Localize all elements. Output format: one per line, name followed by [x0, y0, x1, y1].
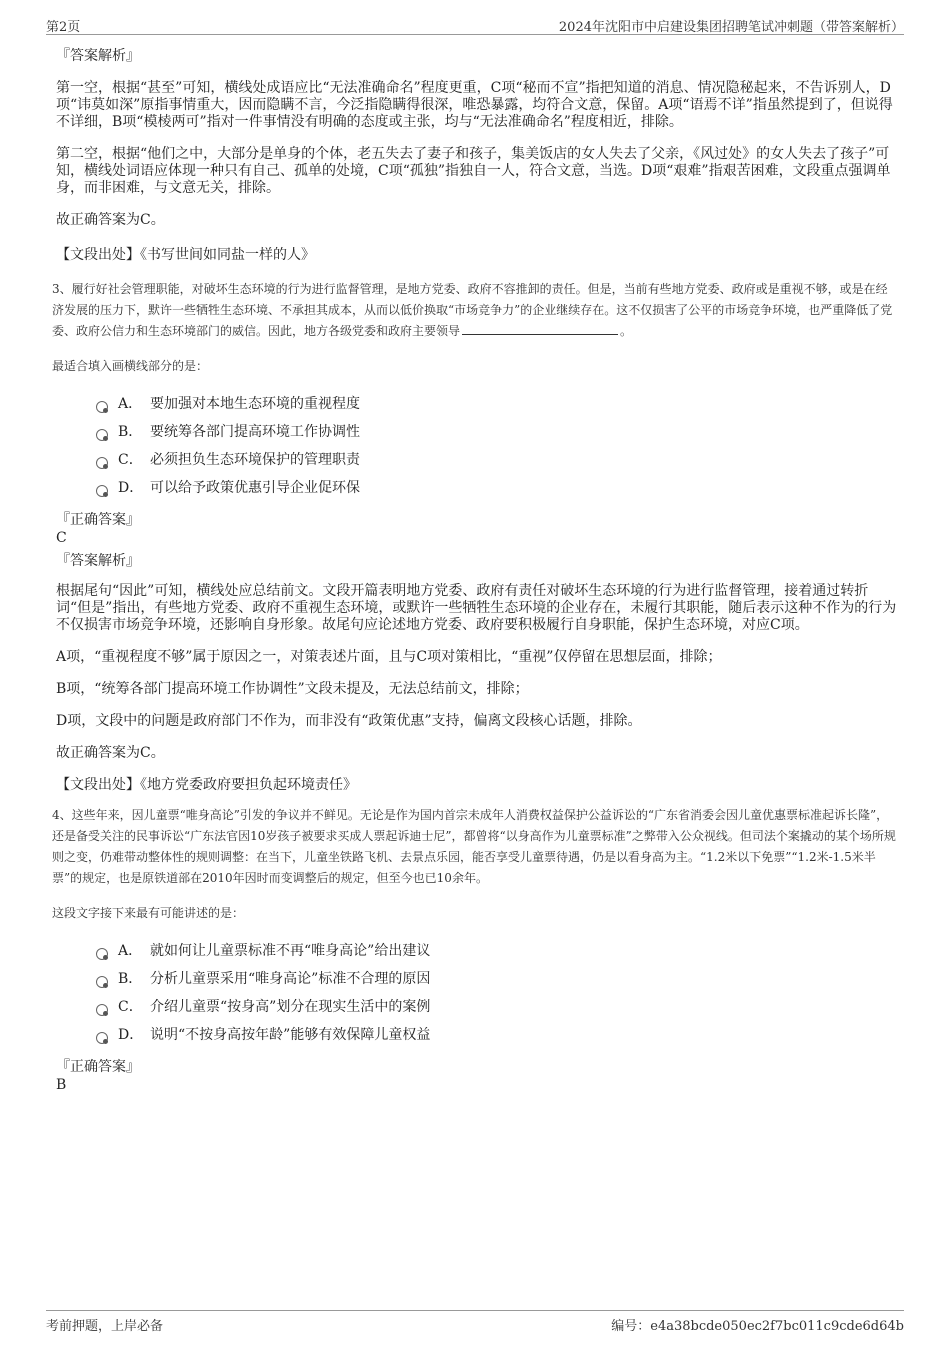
q4-prompt: 这段文字接下来最有可能讲述的是： — [52, 906, 245, 920]
q3-analysis-p2: A项，“重视程度不够”属于原因之一，对策表述片面，且与C项对策相比，“重视”仅停留在思想层面，排除； — [56, 649, 722, 665]
q3-analysis-p4: D项，文段中的问题是政府部门不作为，而非没有“政策优惠”支持，偏离文段核心话题，排除。 — [56, 713, 642, 729]
option-letter: A． — [118, 396, 143, 412]
q2-analysis-label: 『答案解析』 — [56, 48, 140, 64]
q4-option-b[interactable] — [96, 965, 898, 993]
option-letter: C． — [118, 999, 143, 1015]
q2-source: 【文段出处】《书写世间如同盐一样的人》 — [56, 247, 315, 263]
q3-question-body: 3、履行好社会管理职能，对破坏生态环境的行为进行监督管理，是地方党委、政府不容推卸的责任。但是，当前有些地方党委、政府或是重视不够，或是在经济发展的压力下，默许一些牺牲生态环境、不承担其成本，从而以低价换取“市场竞争力”的企业继续存在。这不仅损害了公平的市场竞争环境，也严重降低了党委、政府公信力和生态环境部门的威信。因此，地方各级党委和政府主要领导 — [52, 282, 893, 338]
q3-option-d[interactable] — [96, 474, 898, 502]
document-body — [52, 46, 898, 1094]
footer-slogan: 考前押题，上岸必备 — [46, 1319, 164, 1334]
option-text: 分析儿童票采用“唯身高论”标准不合理的原因 — [150, 971, 431, 987]
document-id: 编号：e4a38bcde050ec2f7bc011c9cde6d64b — [611, 1319, 904, 1334]
option-letter: A． — [118, 943, 143, 959]
option-letter: D． — [118, 480, 144, 496]
q4-answer: B — [56, 1077, 67, 1093]
q4-question-text: 4、这些年来，因儿童票“唯身高论”引发的争议并不鲜见。无论是作为国内首宗未成年人消费权益保护公益诉讼的“广东省消委会因儿童优惠票标准起诉长隆”，还是备受关注的民事诉讼“广东法官因10岁孩子被要求买成人票起诉迪士尼”，都曾将“以身高作为儿童票标准”之弊带入公众视线。但司法个案撬动的某个场所规则之变，仍难带动整体性的规则调整：在当下，儿童坐铁路飞机、去景点乐园，能否享受儿童票待遇，仍是以看身高为主。“1.2米以下免票”“1.2米-1.5米半票”的规定，也是原铁道部在2010年因时而变调整后的规定，但至今也已10余年。 — [52, 808, 896, 885]
document-title: 2024年沈阳市中启建设集团招聘笔试冲刺题（带答案解析） — [558, 20, 904, 35]
radio-icon[interactable] — [96, 948, 108, 960]
q3-answer: C — [56, 530, 67, 546]
radio-icon[interactable] — [96, 1004, 108, 1016]
option-text: 可以给予政策优惠引导企业促环保 — [150, 480, 360, 496]
radio-icon[interactable] — [96, 485, 108, 497]
page-number: 第2页 — [46, 20, 81, 35]
radio-icon[interactable] — [96, 429, 108, 441]
q4-answer-label: 『正确答案』 — [56, 1059, 140, 1075]
q2-conclusion: 故正确答案为C。 — [56, 212, 165, 228]
q3-option-b[interactable] — [96, 418, 898, 446]
option-text: 要加强对本地生态环境的重视程度 — [150, 396, 360, 412]
radio-icon[interactable] — [96, 1032, 108, 1044]
q2-analysis-p2: 第二空，根据“他们之中，大部分是单身的个体，老五失去了妻子和孩子，集美饭店的女人失去了父亲，《风过处》的女人失去了孩子”可知，横线处词语应体现一种只有自己、孤单的处境，C项“孤独”指独自一人，符合文意，当选。D项“艰难”指艰苦困难，文段重点强调单身，而非困难，与文意无关，排除。 — [56, 146, 891, 196]
q3-options — [96, 390, 898, 502]
q3-conclusion: 故正确答案为C。 — [56, 745, 165, 761]
q3-option-c[interactable] — [96, 446, 898, 474]
option-letter: C． — [118, 452, 143, 468]
option-text: 说明“不按身高按年龄”能够有效保障儿童权益 — [150, 1027, 431, 1043]
q4-option-c[interactable] — [96, 993, 898, 1021]
option-letter: B． — [118, 971, 143, 987]
q3-analysis-p1: 根据尾句“因此”可知，横线处应总结前文。文段开篇表明地方党委、政府有责任对破坏生态环境的行为进行监督管理，接着通过转折词“但是”指出，有些地方党委、政府不重视生态环境，或默许一些牺牲生态环境的企业存在，未履行其职能，随后表示这种不作为的行为不仅损害市场竞争环境，还影响自身形象。故尾句应论述地方党委、政府要积极履行自身职能，保护生态环境，对应C项。 — [56, 583, 897, 633]
option-text: 要统筹各部门提高环境工作协调性 — [150, 424, 360, 440]
option-text: 就如何让儿童票标准不再“唯身高论”给出建议 — [150, 943, 431, 959]
q3-answer-label: 『正确答案』 — [56, 512, 140, 528]
option-letter: D． — [118, 1027, 144, 1043]
option-text: 必须担负生态环境保护的管理职责 — [150, 452, 360, 468]
q3-blank-end: 。 — [620, 324, 633, 338]
q2-analysis-p1: 第一空，根据“甚至”可知，横线处成语应比“无法准确命名”程度更重，C项“秘而不宣”指把知道的消息、情况隐秘起来，不告诉别人，D项“讳莫如深”原指事情重大，因而隐瞒不言，今泛指隐瞒得很深，唯恐暴露，均符合文意，保留。A项“语焉不详”指虽然提到了，但说得不详细，B项“模棱两可”指对一件事情没有明确的态度或主张，均与“无法准确命名”程度相近，排除。 — [56, 80, 893, 130]
q4-option-a[interactable] — [96, 937, 898, 965]
page-header — [46, 14, 904, 35]
q3-prompt: 最适合填入画横线部分的是： — [52, 359, 209, 373]
q4-options — [96, 937, 898, 1049]
q3-blank — [462, 322, 618, 335]
q3-analysis-p3: B项，“统筹各部门提高环境工作协调性”文段未提及，无法总结前文，排除； — [56, 681, 529, 697]
radio-icon[interactable] — [96, 457, 108, 469]
q3-source: 【文段出处】《地方党委政府要担负起环境责任》 — [56, 777, 357, 793]
radio-icon[interactable] — [96, 401, 108, 413]
q3-question-text — [52, 279, 898, 342]
page-footer — [46, 1310, 904, 1333]
option-letter: B． — [118, 424, 143, 440]
q3-analysis-label: 『答案解析』 — [56, 553, 140, 569]
option-text: 介绍儿童票“按身高”划分在现实生活中的案例 — [150, 999, 431, 1015]
radio-icon[interactable] — [96, 976, 108, 988]
q3-option-a[interactable] — [96, 390, 898, 418]
q4-option-d[interactable] — [96, 1021, 898, 1049]
